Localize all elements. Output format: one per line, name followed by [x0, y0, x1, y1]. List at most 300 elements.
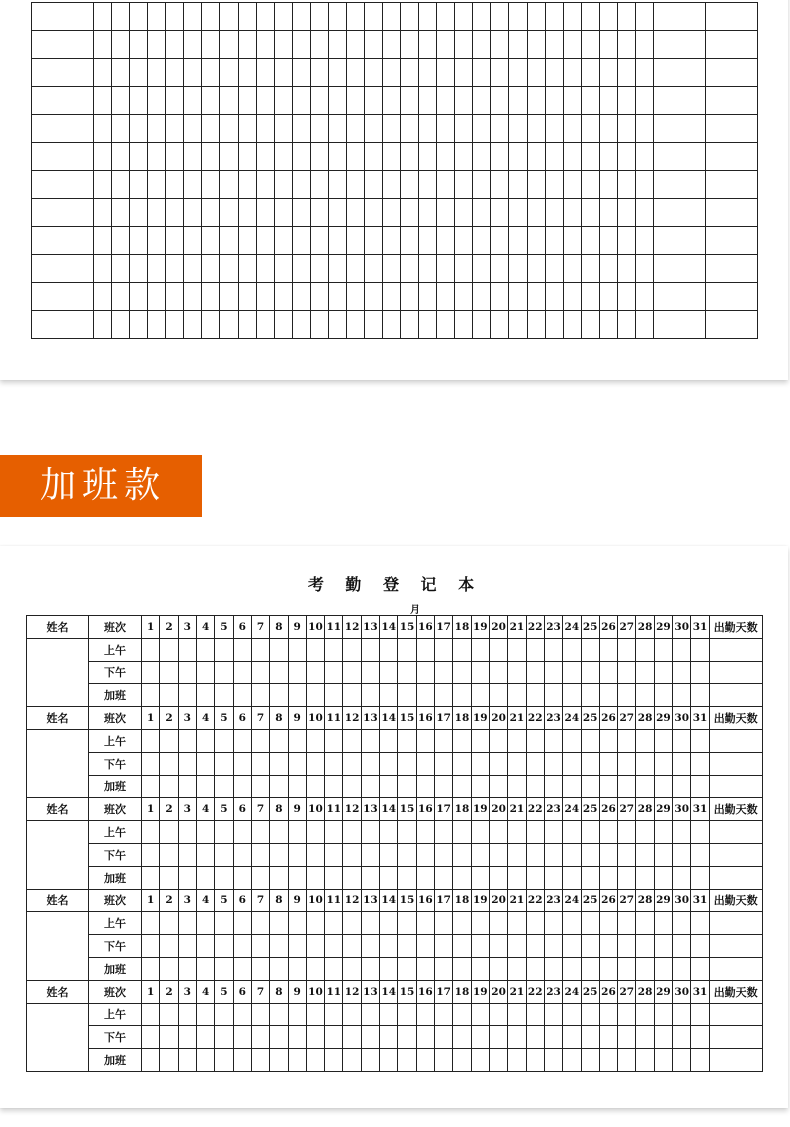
total-days-cell[interactable]	[709, 1026, 762, 1049]
attendance-cell[interactable]	[618, 729, 636, 752]
attendance-cell[interactable]	[178, 866, 196, 889]
total-days-cell[interactable]	[709, 684, 762, 707]
attendance-cell[interactable]	[673, 843, 691, 866]
attendance-cell[interactable]	[618, 752, 636, 775]
attendance-cell[interactable]	[251, 935, 269, 958]
total-days-cell[interactable]	[709, 729, 762, 752]
attendance-cell[interactable]	[599, 1049, 617, 1072]
attendance-cell[interactable]	[416, 957, 434, 980]
attendance-cell[interactable]	[526, 1049, 544, 1072]
attendance-cell[interactable]	[489, 935, 507, 958]
total-days-cell[interactable]	[709, 752, 762, 775]
attendance-cell[interactable]	[325, 935, 343, 958]
attendance-cell[interactable]	[526, 1026, 544, 1049]
attendance-cell[interactable]	[361, 843, 379, 866]
attendance-cell[interactable]	[581, 1049, 599, 1072]
attendance-cell[interactable]	[398, 1003, 416, 1026]
attendance-cell[interactable]	[453, 729, 471, 752]
attendance-cell[interactable]	[398, 775, 416, 798]
attendance-cell[interactable]	[380, 1049, 398, 1072]
attendance-cell[interactable]	[325, 684, 343, 707]
attendance-cell[interactable]	[215, 935, 233, 958]
attendance-cell[interactable]	[618, 638, 636, 661]
attendance-cell[interactable]	[508, 1026, 526, 1049]
attendance-cell[interactable]	[508, 729, 526, 752]
attendance-cell[interactable]	[636, 821, 654, 844]
attendance-cell[interactable]	[673, 1003, 691, 1026]
attendance-cell[interactable]	[599, 684, 617, 707]
attendance-cell[interactable]	[178, 821, 196, 844]
attendance-cell[interactable]	[361, 957, 379, 980]
attendance-cell[interactable]	[288, 957, 306, 980]
attendance-cell[interactable]	[251, 684, 269, 707]
attendance-cell[interactable]	[160, 1003, 178, 1026]
attendance-cell[interactable]	[489, 775, 507, 798]
attendance-cell[interactable]	[435, 661, 453, 684]
attendance-cell[interactable]	[544, 638, 562, 661]
attendance-cell[interactable]	[398, 866, 416, 889]
attendance-cell[interactable]	[361, 821, 379, 844]
attendance-cell[interactable]	[178, 638, 196, 661]
attendance-cell[interactable]	[526, 912, 544, 935]
attendance-cell[interactable]	[288, 1026, 306, 1049]
attendance-cell[interactable]	[178, 684, 196, 707]
attendance-cell[interactable]	[288, 866, 306, 889]
attendance-cell[interactable]	[288, 775, 306, 798]
attendance-cell[interactable]	[270, 912, 288, 935]
attendance-cell[interactable]	[526, 684, 544, 707]
attendance-cell[interactable]	[654, 821, 672, 844]
attendance-cell[interactable]	[142, 843, 160, 866]
attendance-cell[interactable]	[233, 775, 251, 798]
attendance-cell[interactable]	[215, 912, 233, 935]
attendance-cell[interactable]	[526, 843, 544, 866]
attendance-cell[interactable]	[673, 661, 691, 684]
attendance-cell[interactable]	[691, 957, 709, 980]
attendance-cell[interactable]	[654, 775, 672, 798]
attendance-cell[interactable]	[270, 729, 288, 752]
attendance-cell[interactable]	[325, 752, 343, 775]
attendance-cell[interactable]	[636, 752, 654, 775]
total-days-cell[interactable]	[709, 638, 762, 661]
attendance-cell[interactable]	[178, 1049, 196, 1072]
attendance-cell[interactable]	[526, 638, 544, 661]
attendance-cell[interactable]	[325, 775, 343, 798]
attendance-cell[interactable]	[581, 661, 599, 684]
attendance-cell[interactable]	[288, 638, 306, 661]
attendance-cell[interactable]	[508, 935, 526, 958]
attendance-cell[interactable]	[215, 775, 233, 798]
attendance-cell[interactable]	[306, 1026, 324, 1049]
attendance-cell[interactable]	[544, 821, 562, 844]
attendance-cell[interactable]	[508, 843, 526, 866]
attendance-cell[interactable]	[654, 866, 672, 889]
attendance-cell[interactable]	[471, 661, 489, 684]
attendance-cell[interactable]	[416, 661, 434, 684]
attendance-cell[interactable]	[508, 1003, 526, 1026]
attendance-cell[interactable]	[343, 912, 361, 935]
attendance-cell[interactable]	[233, 684, 251, 707]
attendance-cell[interactable]	[215, 821, 233, 844]
total-days-cell[interactable]	[709, 935, 762, 958]
attendance-cell[interactable]	[233, 1049, 251, 1072]
attendance-cell[interactable]	[435, 1049, 453, 1072]
attendance-cell[interactable]	[142, 775, 160, 798]
attendance-cell[interactable]	[160, 684, 178, 707]
attendance-cell[interactable]	[691, 775, 709, 798]
attendance-cell[interactable]	[489, 1003, 507, 1026]
attendance-cell[interactable]	[270, 1026, 288, 1049]
attendance-cell[interactable]	[636, 1049, 654, 1072]
attendance-cell[interactable]	[160, 661, 178, 684]
attendance-cell[interactable]	[380, 1003, 398, 1026]
attendance-cell[interactable]	[398, 1049, 416, 1072]
attendance-cell[interactable]	[196, 1049, 214, 1072]
attendance-cell[interactable]	[343, 661, 361, 684]
attendance-cell[interactable]	[251, 752, 269, 775]
attendance-cell[interactable]	[398, 821, 416, 844]
attendance-cell[interactable]	[306, 684, 324, 707]
attendance-cell[interactable]	[544, 866, 562, 889]
attendance-cell[interactable]	[380, 661, 398, 684]
attendance-cell[interactable]	[142, 912, 160, 935]
attendance-cell[interactable]	[361, 1049, 379, 1072]
attendance-cell[interactable]	[343, 1049, 361, 1072]
attendance-cell[interactable]	[435, 1026, 453, 1049]
attendance-cell[interactable]	[416, 752, 434, 775]
employee-name-cell[interactable]	[27, 821, 89, 889]
attendance-cell[interactable]	[636, 775, 654, 798]
attendance-cell[interactable]	[251, 661, 269, 684]
attendance-cell[interactable]	[618, 1026, 636, 1049]
attendance-cell[interactable]	[416, 935, 434, 958]
attendance-cell[interactable]	[453, 935, 471, 958]
total-days-cell[interactable]	[709, 775, 762, 798]
attendance-cell[interactable]	[654, 912, 672, 935]
attendance-cell[interactable]	[343, 775, 361, 798]
attendance-cell[interactable]	[306, 729, 324, 752]
attendance-cell[interactable]	[306, 661, 324, 684]
attendance-cell[interactable]	[508, 866, 526, 889]
attendance-cell[interactable]	[453, 957, 471, 980]
attendance-cell[interactable]	[361, 729, 379, 752]
attendance-cell[interactable]	[398, 1026, 416, 1049]
attendance-cell[interactable]	[453, 661, 471, 684]
attendance-cell[interactable]	[233, 638, 251, 661]
employee-name-cell[interactable]	[27, 1003, 89, 1071]
attendance-cell[interactable]	[508, 957, 526, 980]
attendance-cell[interactable]	[270, 957, 288, 980]
attendance-cell[interactable]	[618, 843, 636, 866]
attendance-cell[interactable]	[142, 684, 160, 707]
attendance-cell[interactable]	[251, 957, 269, 980]
attendance-cell[interactable]	[489, 729, 507, 752]
attendance-cell[interactable]	[251, 775, 269, 798]
attendance-cell[interactable]	[581, 1026, 599, 1049]
attendance-cell[interactable]	[526, 752, 544, 775]
attendance-cell[interactable]	[563, 1003, 581, 1026]
attendance-cell[interactable]	[453, 821, 471, 844]
attendance-cell[interactable]	[581, 935, 599, 958]
attendance-cell[interactable]	[306, 843, 324, 866]
attendance-cell[interactable]	[288, 729, 306, 752]
attendance-cell[interactable]	[599, 935, 617, 958]
attendance-cell[interactable]	[563, 684, 581, 707]
attendance-cell[interactable]	[398, 638, 416, 661]
attendance-cell[interactable]	[215, 866, 233, 889]
attendance-cell[interactable]	[215, 1026, 233, 1049]
attendance-cell[interactable]	[306, 866, 324, 889]
attendance-cell[interactable]	[178, 843, 196, 866]
attendance-cell[interactable]	[599, 752, 617, 775]
total-days-cell[interactable]	[709, 661, 762, 684]
attendance-cell[interactable]	[270, 638, 288, 661]
attendance-cell[interactable]	[233, 866, 251, 889]
attendance-cell[interactable]	[471, 684, 489, 707]
attendance-cell[interactable]	[435, 935, 453, 958]
attendance-cell[interactable]	[435, 843, 453, 866]
attendance-cell[interactable]	[343, 1003, 361, 1026]
attendance-cell[interactable]	[306, 775, 324, 798]
attendance-cell[interactable]	[489, 752, 507, 775]
attendance-cell[interactable]	[361, 661, 379, 684]
attendance-cell[interactable]	[306, 1049, 324, 1072]
attendance-cell[interactable]	[178, 912, 196, 935]
attendance-cell[interactable]	[526, 775, 544, 798]
attendance-cell[interactable]	[508, 661, 526, 684]
attendance-cell[interactable]	[453, 1049, 471, 1072]
attendance-cell[interactable]	[618, 821, 636, 844]
attendance-cell[interactable]	[343, 935, 361, 958]
attendance-cell[interactable]	[380, 843, 398, 866]
attendance-cell[interactable]	[160, 775, 178, 798]
attendance-cell[interactable]	[691, 843, 709, 866]
attendance-cell[interactable]	[343, 1026, 361, 1049]
attendance-cell[interactable]	[563, 1049, 581, 1072]
attendance-cell[interactable]	[526, 821, 544, 844]
attendance-cell[interactable]	[196, 935, 214, 958]
total-days-cell[interactable]	[709, 843, 762, 866]
attendance-cell[interactable]	[160, 912, 178, 935]
attendance-cell[interactable]	[599, 912, 617, 935]
attendance-cell[interactable]	[563, 775, 581, 798]
attendance-cell[interactable]	[416, 866, 434, 889]
attendance-cell[interactable]	[636, 957, 654, 980]
attendance-cell[interactable]	[563, 729, 581, 752]
attendance-cell[interactable]	[178, 957, 196, 980]
attendance-cell[interactable]	[673, 1026, 691, 1049]
attendance-cell[interactable]	[270, 1003, 288, 1026]
attendance-cell[interactable]	[544, 752, 562, 775]
attendance-cell[interactable]	[435, 729, 453, 752]
attendance-cell[interactable]	[160, 1049, 178, 1072]
attendance-cell[interactable]	[398, 957, 416, 980]
attendance-cell[interactable]	[325, 638, 343, 661]
attendance-cell[interactable]	[196, 729, 214, 752]
attendance-cell[interactable]	[654, 935, 672, 958]
attendance-cell[interactable]	[270, 1049, 288, 1072]
attendance-cell[interactable]	[325, 821, 343, 844]
attendance-cell[interactable]	[215, 661, 233, 684]
attendance-cell[interactable]	[270, 775, 288, 798]
attendance-cell[interactable]	[453, 1003, 471, 1026]
attendance-cell[interactable]	[416, 775, 434, 798]
attendance-cell[interactable]	[142, 1026, 160, 1049]
attendance-cell[interactable]	[544, 1049, 562, 1072]
attendance-cell[interactable]	[306, 935, 324, 958]
attendance-cell[interactable]	[270, 821, 288, 844]
attendance-cell[interactable]	[196, 843, 214, 866]
attendance-cell[interactable]	[325, 843, 343, 866]
attendance-cell[interactable]	[435, 1003, 453, 1026]
attendance-cell[interactable]	[251, 912, 269, 935]
attendance-cell[interactable]	[581, 866, 599, 889]
total-days-cell[interactable]	[709, 957, 762, 980]
attendance-cell[interactable]	[178, 752, 196, 775]
attendance-cell[interactable]	[142, 752, 160, 775]
attendance-cell[interactable]	[178, 729, 196, 752]
attendance-cell[interactable]	[636, 661, 654, 684]
total-days-cell[interactable]	[709, 912, 762, 935]
attendance-cell[interactable]	[563, 1026, 581, 1049]
attendance-cell[interactable]	[215, 1049, 233, 1072]
attendance-cell[interactable]	[563, 866, 581, 889]
attendance-cell[interactable]	[361, 1026, 379, 1049]
attendance-cell[interactable]	[471, 729, 489, 752]
attendance-cell[interactable]	[361, 638, 379, 661]
attendance-cell[interactable]	[471, 957, 489, 980]
attendance-cell[interactable]	[270, 935, 288, 958]
attendance-cell[interactable]	[508, 912, 526, 935]
attendance-cell[interactable]	[361, 866, 379, 889]
attendance-cell[interactable]	[178, 1026, 196, 1049]
attendance-cell[interactable]	[526, 729, 544, 752]
attendance-cell[interactable]	[508, 1049, 526, 1072]
attendance-cell[interactable]	[599, 638, 617, 661]
attendance-cell[interactable]	[325, 661, 343, 684]
attendance-cell[interactable]	[196, 661, 214, 684]
attendance-cell[interactable]	[654, 729, 672, 752]
attendance-cell[interactable]	[416, 1003, 434, 1026]
attendance-cell[interactable]	[416, 1026, 434, 1049]
attendance-cell[interactable]	[251, 843, 269, 866]
attendance-cell[interactable]	[196, 957, 214, 980]
attendance-cell[interactable]	[599, 775, 617, 798]
attendance-cell[interactable]	[398, 935, 416, 958]
attendance-cell[interactable]	[691, 729, 709, 752]
attendance-cell[interactable]	[306, 638, 324, 661]
attendance-cell[interactable]	[343, 843, 361, 866]
attendance-cell[interactable]	[380, 935, 398, 958]
attendance-cell[interactable]	[453, 912, 471, 935]
attendance-cell[interactable]	[654, 957, 672, 980]
attendance-cell[interactable]	[306, 912, 324, 935]
attendance-cell[interactable]	[288, 752, 306, 775]
attendance-cell[interactable]	[288, 912, 306, 935]
attendance-cell[interactable]	[471, 912, 489, 935]
attendance-cell[interactable]	[581, 638, 599, 661]
attendance-cell[interactable]	[416, 821, 434, 844]
attendance-cell[interactable]	[196, 1026, 214, 1049]
attendance-cell[interactable]	[343, 866, 361, 889]
attendance-cell[interactable]	[453, 866, 471, 889]
attendance-cell[interactable]	[196, 1003, 214, 1026]
total-days-cell[interactable]	[709, 821, 762, 844]
employee-name-cell[interactable]	[27, 729, 89, 797]
attendance-cell[interactable]	[544, 775, 562, 798]
attendance-cell[interactable]	[691, 866, 709, 889]
attendance-cell[interactable]	[251, 729, 269, 752]
attendance-cell[interactable]	[654, 661, 672, 684]
attendance-cell[interactable]	[251, 1049, 269, 1072]
attendance-cell[interactable]	[398, 752, 416, 775]
attendance-cell[interactable]	[563, 957, 581, 980]
attendance-cell[interactable]	[142, 866, 160, 889]
attendance-cell[interactable]	[636, 866, 654, 889]
attendance-cell[interactable]	[160, 729, 178, 752]
attendance-cell[interactable]	[636, 935, 654, 958]
attendance-cell[interactable]	[306, 821, 324, 844]
attendance-cell[interactable]	[233, 661, 251, 684]
attendance-cell[interactable]	[270, 661, 288, 684]
attendance-cell[interactable]	[215, 1003, 233, 1026]
attendance-cell[interactable]	[563, 821, 581, 844]
attendance-cell[interactable]	[453, 843, 471, 866]
attendance-cell[interactable]	[251, 821, 269, 844]
attendance-cell[interactable]	[288, 843, 306, 866]
attendance-cell[interactable]	[215, 729, 233, 752]
attendance-cell[interactable]	[398, 684, 416, 707]
attendance-cell[interactable]	[288, 661, 306, 684]
attendance-cell[interactable]	[270, 752, 288, 775]
attendance-cell[interactable]	[654, 1003, 672, 1026]
attendance-cell[interactable]	[215, 957, 233, 980]
attendance-cell[interactable]	[416, 843, 434, 866]
attendance-cell[interactable]	[673, 1049, 691, 1072]
attendance-cell[interactable]	[471, 821, 489, 844]
attendance-cell[interactable]	[453, 1026, 471, 1049]
attendance-cell[interactable]	[599, 957, 617, 980]
attendance-cell[interactable]	[581, 775, 599, 798]
attendance-cell[interactable]	[489, 684, 507, 707]
attendance-cell[interactable]	[160, 1026, 178, 1049]
attendance-cell[interactable]	[691, 684, 709, 707]
attendance-cell[interactable]	[233, 843, 251, 866]
attendance-cell[interactable]	[563, 638, 581, 661]
attendance-cell[interactable]	[343, 752, 361, 775]
attendance-cell[interactable]	[691, 1003, 709, 1026]
attendance-cell[interactable]	[636, 1026, 654, 1049]
attendance-cell[interactable]	[380, 866, 398, 889]
attendance-cell[interactable]	[618, 1049, 636, 1072]
attendance-cell[interactable]	[380, 638, 398, 661]
attendance-cell[interactable]	[581, 729, 599, 752]
attendance-cell[interactable]	[563, 843, 581, 866]
attendance-cell[interactable]	[325, 1049, 343, 1072]
attendance-cell[interactable]	[435, 821, 453, 844]
attendance-cell[interactable]	[196, 684, 214, 707]
attendance-cell[interactable]	[233, 729, 251, 752]
attendance-cell[interactable]	[233, 912, 251, 935]
attendance-cell[interactable]	[416, 1049, 434, 1072]
attendance-cell[interactable]	[453, 752, 471, 775]
attendance-cell[interactable]	[691, 935, 709, 958]
attendance-cell[interactable]	[325, 957, 343, 980]
attendance-cell[interactable]	[599, 729, 617, 752]
attendance-cell[interactable]	[673, 821, 691, 844]
total-days-cell[interactable]	[709, 866, 762, 889]
attendance-cell[interactable]	[142, 1049, 160, 1072]
